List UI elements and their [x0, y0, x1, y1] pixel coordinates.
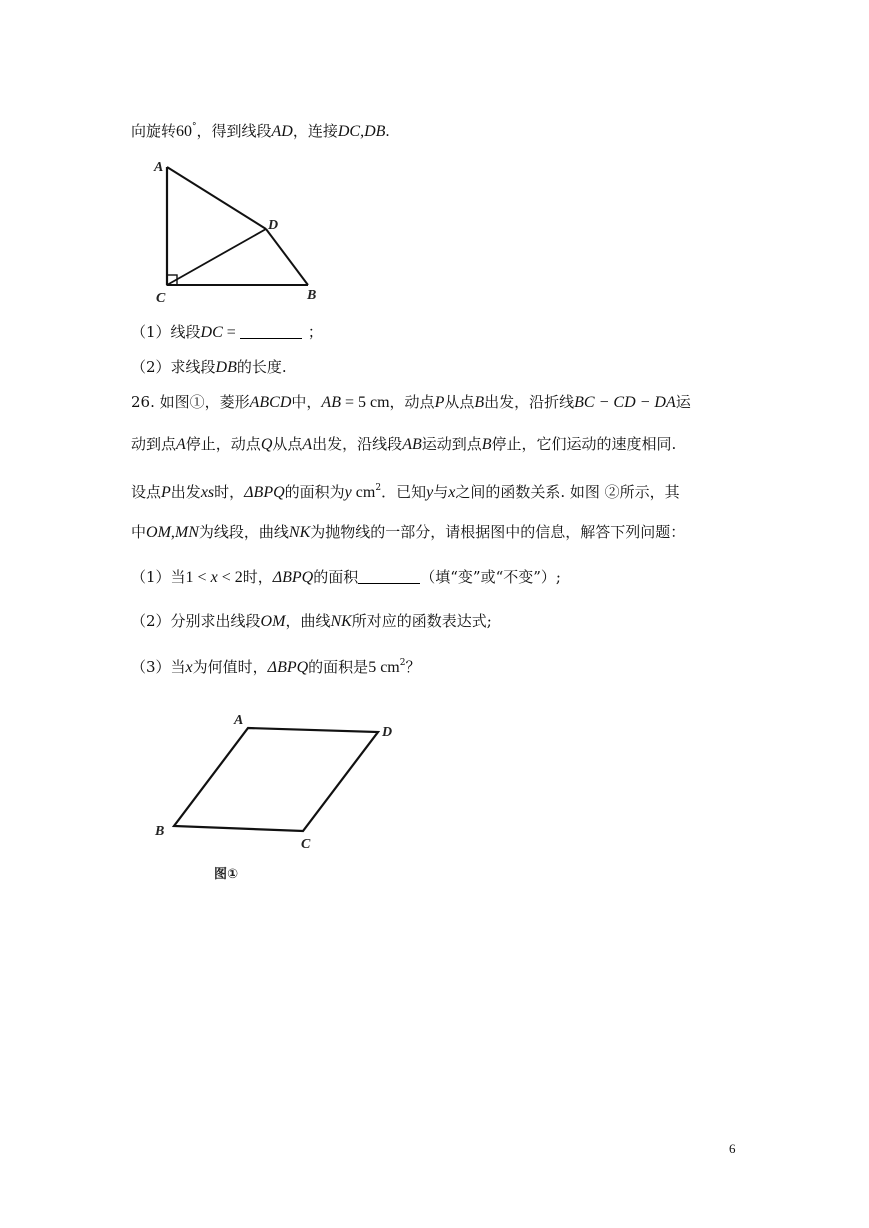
math: ΔBPQ	[267, 659, 309, 676]
figure-caption: 图①	[214, 867, 239, 882]
math: DB	[364, 123, 386, 140]
text: 的面积	[313, 568, 359, 586]
math: A	[302, 436, 313, 453]
label-c: C	[156, 291, 166, 306]
math: B	[481, 436, 492, 453]
page-number: 6	[729, 1141, 736, 1156]
math: MN	[174, 524, 199, 541]
math: =	[222, 324, 240, 341]
subquestion-2	[131, 611, 492, 632]
text: 从点	[272, 435, 303, 453]
math: ,	[360, 123, 365, 140]
problem-26-line-1	[131, 392, 691, 413]
math: BC − CD − DA	[574, 394, 676, 411]
text: 为抛物线的一部分，请根据图中的信息，解答下列问题：	[310, 523, 686, 541]
text: ，曲线	[285, 612, 331, 630]
math: Q	[260, 436, 273, 453]
text: 时，	[242, 568, 273, 586]
text: （2）求线段	[131, 358, 216, 376]
question-2	[131, 357, 287, 378]
text: 中	[131, 523, 147, 541]
math: y	[344, 484, 352, 501]
text: .	[385, 123, 390, 140]
math: x	[210, 569, 218, 586]
question-1	[131, 322, 323, 343]
text: （填“变”或“不变”）;	[420, 568, 561, 586]
text: （3）当	[131, 658, 186, 676]
degree-sign: °	[192, 122, 197, 132]
text: 的面积是	[308, 658, 369, 676]
text: 时，	[214, 483, 245, 501]
text: 运动到点	[421, 435, 482, 453]
text-line-rotation	[131, 117, 389, 142]
math: AB	[402, 436, 422, 453]
superscript: 2	[375, 483, 382, 493]
text: ，动点	[389, 393, 435, 411]
math: 1 <	[185, 569, 211, 586]
rhombus-figure	[150, 706, 410, 886]
math: P	[434, 394, 445, 411]
math: = 5 cm	[340, 394, 390, 411]
label-a: A	[154, 160, 164, 175]
answer-blank[interactable]	[240, 324, 302, 339]
text: ．已知	[381, 483, 427, 501]
text: ，得到线段	[196, 122, 272, 140]
text: 中，	[291, 393, 322, 411]
segment-db	[266, 229, 308, 285]
math: < 2	[217, 569, 243, 586]
superscript: 2	[399, 658, 406, 668]
math: x	[448, 484, 456, 501]
problem-26-line-4	[131, 522, 685, 543]
label-d: D	[382, 725, 393, 740]
text: 停止，它们运动的速度相同.	[491, 435, 677, 453]
segment-cd	[167, 229, 266, 285]
math: DC	[200, 324, 223, 341]
math: ΔBPQ	[244, 484, 285, 501]
triangle-figure	[150, 152, 340, 312]
text: 所对应的函数表达式;	[351, 612, 492, 630]
text: ？	[405, 658, 421, 676]
math: NK	[288, 524, 311, 541]
math: 5 cm	[368, 659, 400, 676]
text: （1）线段	[131, 323, 201, 341]
math: P	[161, 484, 171, 501]
label-b: B	[155, 824, 165, 839]
text: 停止，动点	[185, 435, 261, 453]
math: NK	[330, 613, 352, 630]
text: 出发	[170, 483, 201, 501]
text: 的面积为	[284, 483, 345, 501]
text: 与	[433, 483, 449, 501]
text: 之间的函数关系. 如图 ②所示，其	[455, 483, 680, 501]
text: 的长度.	[236, 358, 287, 376]
math: ,	[170, 524, 175, 541]
label-a: A	[234, 713, 244, 728]
text: 设点	[131, 483, 162, 501]
math: A	[176, 436, 186, 453]
math: DB	[215, 359, 237, 376]
math: AB	[321, 394, 341, 411]
text: 26. 如图①，菱形	[131, 393, 250, 411]
text: 为何值时，	[192, 658, 268, 676]
math: OM	[260, 613, 286, 630]
text: 动到点	[131, 435, 177, 453]
label-b: B	[307, 288, 317, 303]
subquestion-3	[131, 653, 420, 678]
text: 运	[675, 393, 691, 411]
math: AD	[271, 123, 293, 140]
text: 为线段，曲线	[198, 523, 289, 541]
math: OM	[146, 524, 171, 541]
text: 出发，沿线段	[312, 435, 403, 453]
label-c: C	[301, 837, 311, 852]
math: x	[185, 659, 193, 676]
subquestion-1	[131, 567, 561, 588]
segment-ad	[167, 167, 266, 229]
text: ；	[307, 323, 323, 341]
math: B	[474, 394, 485, 411]
answer-blank[interactable]	[358, 569, 420, 584]
math: ABCD	[249, 394, 292, 411]
text: 从点	[444, 393, 475, 411]
text: ，连接	[292, 122, 338, 140]
angle-value: 60	[176, 123, 193, 140]
problem-26-line-3	[131, 478, 680, 503]
math: y	[426, 484, 434, 501]
rhombus-abcd	[174, 728, 378, 831]
text: （2）分别求出线段	[131, 612, 261, 630]
math: cm	[351, 484, 376, 501]
label-d: D	[268, 218, 279, 233]
math: xs	[200, 484, 215, 501]
math: DC	[337, 123, 361, 140]
text: 出发，沿折线	[484, 393, 575, 411]
text: （1）当	[131, 568, 186, 586]
math: ΔBPQ	[272, 569, 314, 586]
text: 向旋转	[131, 122, 177, 140]
problem-26-line-2	[131, 434, 676, 455]
